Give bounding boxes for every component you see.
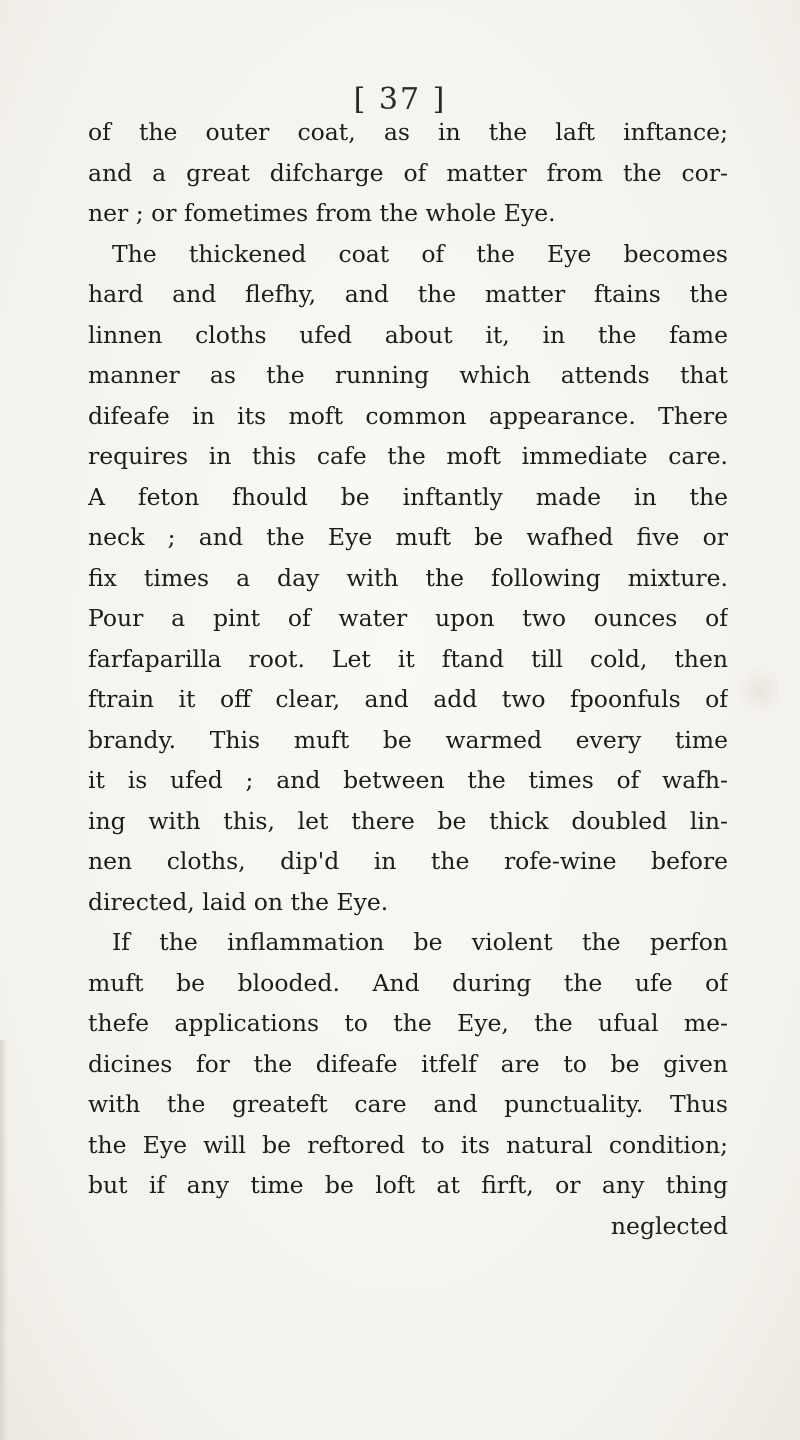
text-line: neck ; and the Eye muft be wafhed five or bbox=[88, 523, 728, 551]
text-line: but if any time be loft at firft, or any thing bbox=[88, 1171, 728, 1199]
text-line: nen cloths, dip'd in the rofe-wine before bbox=[88, 847, 728, 875]
text-line: it is ufed ; and between the times of wafh- bbox=[88, 766, 728, 794]
paper-stain bbox=[740, 660, 780, 720]
text-line: and a great difcharge of matter from the cor- bbox=[88, 158, 728, 187]
text-line: brandy. This muft be warmed every time bbox=[88, 725, 728, 754]
text-line: linnen cloths ufed about it, in the fame bbox=[88, 320, 728, 349]
text-line: dicines for the difeafe itfelf are to be given bbox=[88, 1049, 728, 1078]
text-line: ner ; or fometimes from the whole Eye. bbox=[88, 199, 556, 227]
text-line: Pour a pint of water upon two ounces of bbox=[88, 604, 728, 632]
text-line: muft be blooded. And during the ufe of bbox=[88, 968, 728, 997]
text-line: hard and flefhy, and the matter ftains the bbox=[88, 280, 728, 308]
text-line: ftrain it off clear, and add two fpoonfuls of bbox=[88, 685, 728, 713]
text-line: directed, laid on the Eye. bbox=[88, 887, 389, 916]
text-line: with the greateft care and punctuality. Thus bbox=[88, 1090, 728, 1118]
page-edge-shadow bbox=[0, 1040, 8, 1440]
text-line: difeafe in its moft common appearance. There bbox=[88, 401, 728, 430]
text-line: A feton fhould be inftantly made in the bbox=[88, 482, 728, 511]
text-line: farfaparilla root. Let it ftand till cold, then bbox=[88, 644, 728, 673]
text-line: the Eye will be reftored to its natural condition; bbox=[88, 1130, 728, 1159]
text-line: thefe applications to the Eye, the ufual me- bbox=[88, 1009, 728, 1037]
text-line: fix times a day with the following mixture. bbox=[88, 563, 728, 592]
text-line: requires in this cafe the moft immediate care. bbox=[88, 442, 728, 470]
body-text bbox=[88, 112, 728, 1246]
page-number-header: [ 37 ] bbox=[353, 82, 447, 117]
text-line: ing with this, let there be thick doubled lin- bbox=[88, 806, 728, 835]
text-line: neglected bbox=[610, 1211, 728, 1240]
text-line: The thickened coat of the Eye becomes bbox=[112, 239, 728, 268]
text-line: If the inflammation be violent the perfon bbox=[112, 928, 728, 956]
text-line: of the outer coat, as in the laft inftance; bbox=[88, 118, 728, 146]
text-line: manner as the running which attends that bbox=[88, 361, 728, 389]
